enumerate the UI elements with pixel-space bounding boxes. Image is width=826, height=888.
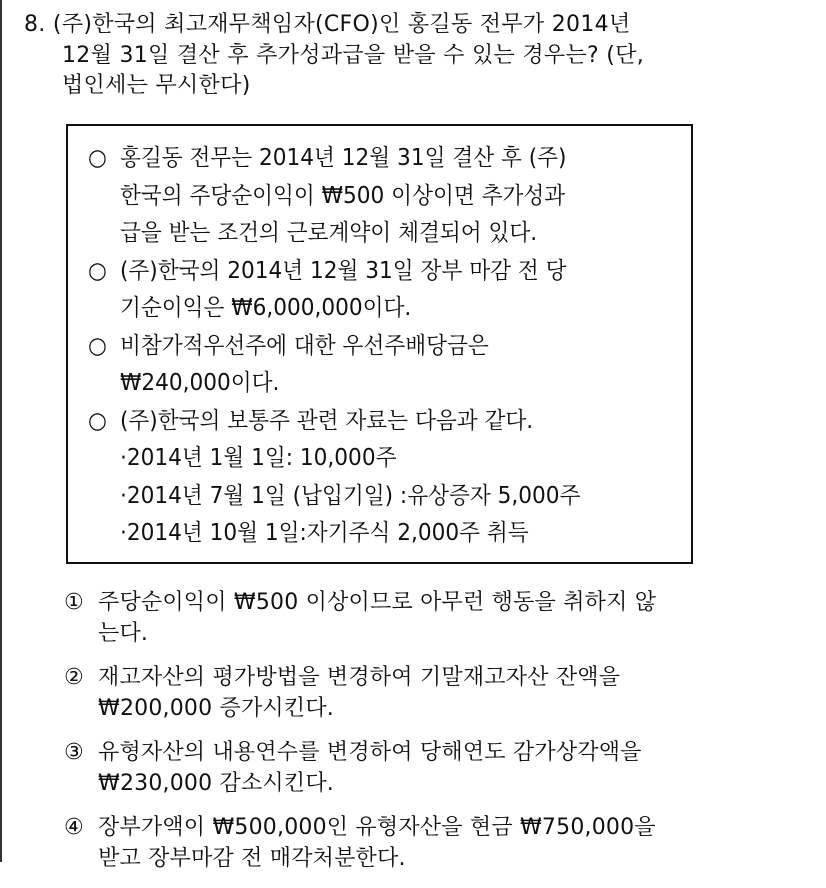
- answer-option-2[interactable]: [64, 663, 804, 724]
- condition-item: [88, 253, 645, 328]
- option-text: 주당순이익이 ₩500 이상이므로 아무런 행동을 취하지 않: [98, 590, 657, 615]
- question-line: 8. (주)한국의 최고재무책임자(CFO)인 홍길동 전무가 2014년: [24, 12, 631, 37]
- share-data-line: ·2014년 1월 1일: 10,000주: [119, 445, 397, 471]
- share-data-line: ·2014년 7월 1일 (납입기일) :유상증자 5,000주: [119, 482, 581, 509]
- option-number: ④: [64, 815, 84, 840]
- option-text: 유형자산의 내용연수를 변경하여 당해연도 감가상각액을: [98, 740, 642, 765]
- condition-line: ₩240,000이다.: [119, 370, 280, 396]
- option-number: ③: [64, 740, 84, 765]
- option-text: ₩230,000 감소시킨다.: [98, 770, 334, 796]
- option-text: 재고자산의 평가방법을 변경하여 기말재고자산 잔액을: [98, 665, 621, 690]
- condition-line: 비참가적우선주에 대한 우선주배당금은: [119, 332, 489, 359]
- answer-options: [64, 588, 804, 888]
- condition-line: (주)한국의 보통주 관련 자료는 다음과 같다.: [119, 407, 534, 434]
- conditions-box: [66, 124, 693, 564]
- condition-item: [88, 140, 645, 253]
- condition-line: 한국의 주당순이익이 ₩500 이상이면 추가성과: [119, 182, 566, 209]
- question-line: 12월 31일 결산 후 추가성과급을 받을 수 있는 경우는? (단,: [62, 42, 645, 68]
- option-text: 장부가액이 ₩500,000인 유형자산을 현금 ₩750,000을: [98, 815, 656, 840]
- circle-bullet-icon: ○: [88, 145, 107, 171]
- option-number: ①: [64, 590, 84, 615]
- circle-bullet-icon: ○: [88, 257, 107, 284]
- answer-option-3[interactable]: [64, 738, 804, 799]
- share-data-line: ·2014년 10월 1일:자기주식 2,000주 취득: [119, 520, 529, 546]
- question-stem: [24, 10, 814, 102]
- question-line: 법인세는 무시한다): [62, 73, 251, 98]
- option-text: ₩200,000 증가시킨다.: [98, 695, 334, 721]
- condition-line: 홍길동 전무는 2014년 12월 31일 결산 후 (주): [119, 145, 567, 171]
- circle-bullet-icon: ○: [88, 407, 107, 434]
- condition-item: [88, 328, 645, 403]
- condition-item: [88, 403, 645, 553]
- option-text: 받고 장부마감 전 매각처분한다.: [98, 845, 406, 871]
- condition-line: 기순이익은 ₩6,000,000이다.: [119, 295, 412, 321]
- condition-line: 급을 받는 조건의 근로계약이 체결되어 있다.: [119, 220, 538, 246]
- circle-bullet-icon: ○: [88, 332, 107, 359]
- condition-line: (주)한국의 2014년 12월 31일 장부 마감 전 당: [119, 257, 567, 284]
- option-text: 는다.: [98, 620, 149, 646]
- answer-option-4[interactable]: [64, 813, 804, 874]
- option-number: ②: [64, 665, 84, 690]
- answer-option-1[interactable]: [64, 588, 804, 649]
